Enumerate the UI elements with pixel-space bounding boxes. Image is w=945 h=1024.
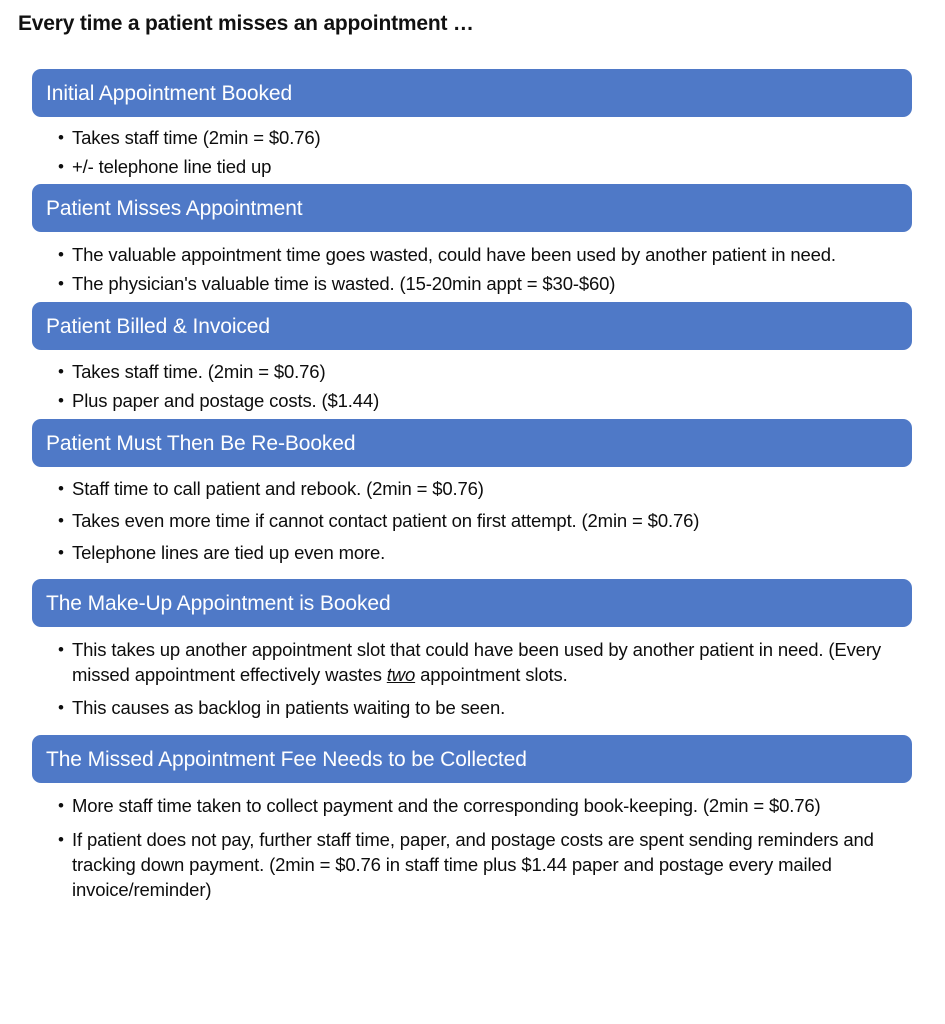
bullet-item: • The valuable appointment time goes wasted, could have been used by another patient in need. [32,242,912,267]
bullet-item: • +/- telephone line tied up [32,154,912,179]
process-step-header[interactable] [32,184,912,232]
bullet-item: • Takes even more time if cannot contact patient on first attempt. (2min = $0.76) [32,508,912,533]
process-step-header-label: Initial Appointment Booked [46,81,293,105]
process-step-bullet-list [32,350,912,419]
process-step-header[interactable] [32,69,912,117]
process-step-header[interactable] [32,302,912,350]
bullet-item: • Staff time to call patient and rebook. (2min = $0.76) [32,476,912,501]
process-step [32,184,912,302]
process-step-header[interactable] [32,579,912,627]
process-flow-list [32,69,912,911]
process-step-header-label: Patient Misses Appointment [46,196,303,220]
bullet-emphasis: two [386,664,416,685]
process-step-bullet-list [32,467,912,579]
bullet-item: • Plus paper and postage costs. ($1.44) [32,388,912,413]
process-step-header-label: Patient Billed & Invoiced [46,314,270,338]
process-step-header[interactable] [32,419,912,467]
process-step [32,69,912,184]
process-step-header-label: Patient Must Then Be Re-Booked [46,431,356,455]
bullet-item: • This causes as backlog in patients waiting to be seen. [32,695,912,720]
process-step [32,579,912,735]
process-step-bullet-list [32,232,912,302]
bullet-text-run: appointment slots. [415,664,568,685]
bullet-item: • Takes staff time. (2min = $0.76) [32,359,912,384]
process-step-bullet-list [32,627,912,735]
process-step-header[interactable] [32,735,912,783]
bullet-item: • If patient does not pay, further staff time, paper, and postage costs are spent sending reminders and tracking down payment. (2min = $0.76 in staff time plus $1.44 paper and postage every mailed invoice/reminder) [32,827,912,902]
bullet-item: • Takes staff time (2min = $0.76) [32,125,912,150]
bullet-item: • More staff time taken to collect payment and the corresponding book-keeping. (2min = $0.76) [32,793,912,818]
bullet-text-run: This takes up another appointment slot that could have been used by another patient in need. (Every missed appointment effectively wastes [72,639,881,685]
process-step-bullet-list [32,783,912,902]
process-step-header-label: The Make-Up Appointment is Booked [46,591,391,615]
process-step [32,302,912,419]
process-step-bullet-list [32,117,912,184]
process-step-header-label: The Missed Appointment Fee Needs to be Collected [46,747,527,771]
bullet-item: • The physician's valuable time is wasted. (15-20min appt = $30-$60) [32,271,912,296]
process-step [32,419,912,579]
bullet-item [32,637,912,687]
bullet-item: • Telephone lines are tied up even more. [32,540,912,565]
page-title: Every time a patient misses an appointment … [18,12,474,35]
process-step [32,735,912,902]
